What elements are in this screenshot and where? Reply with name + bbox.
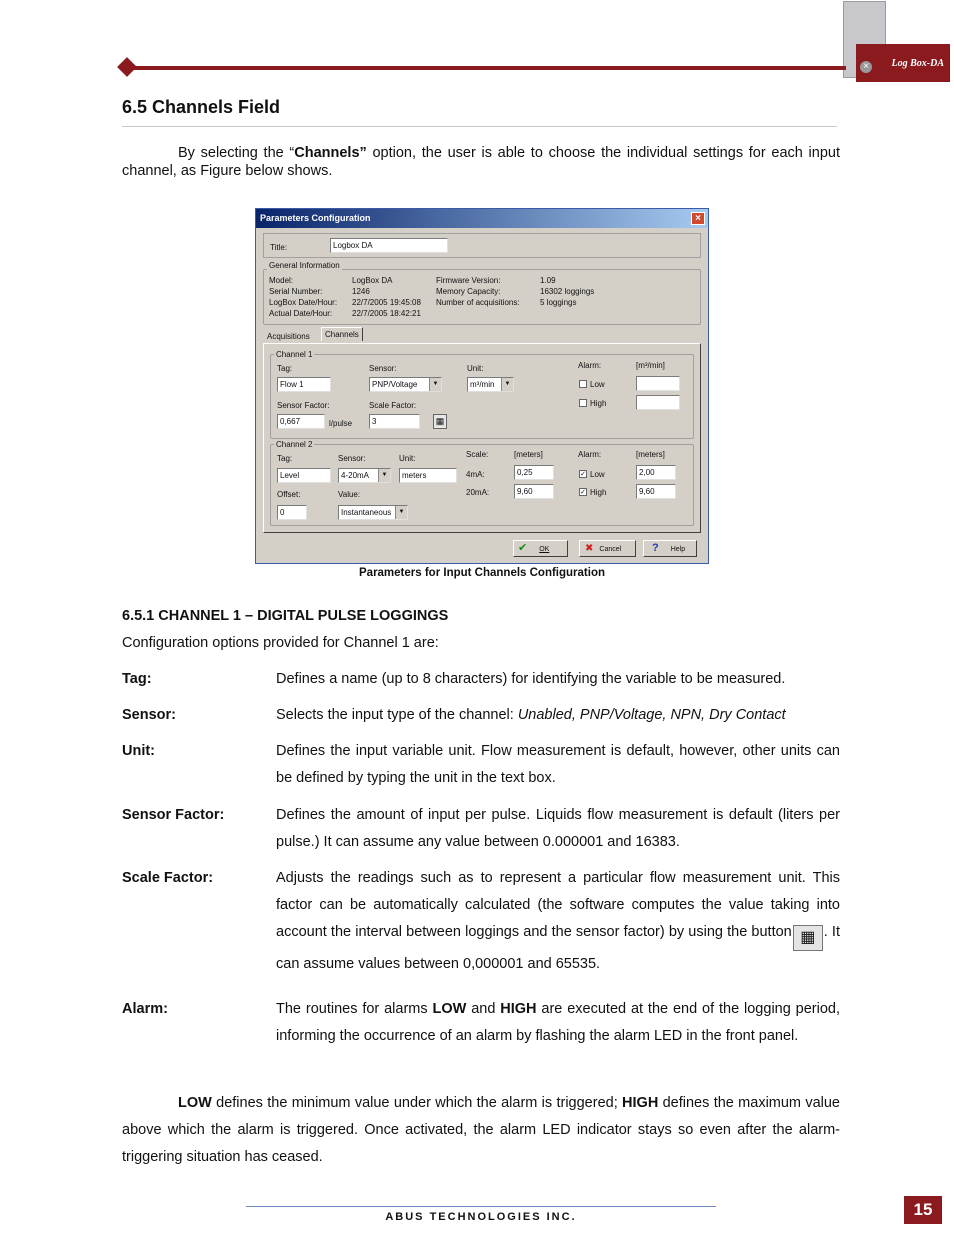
- ch1-alarm-label: Alarm:: [578, 361, 602, 370]
- ch2-20ma-input[interactable]: 9,60: [514, 484, 554, 499]
- ch2-unit-input[interactable]: meters: [399, 468, 457, 483]
- ch2-value-select[interactable]: Instantaneous ▼: [338, 505, 408, 520]
- help-button[interactable]: ? Help: [643, 540, 697, 557]
- logbox-date-value: 22/7/2005 19:45:08: [352, 298, 421, 307]
- firmware-label: Firmware Version:: [436, 276, 501, 285]
- subsection-title: 6.5.1 CHANNEL 1 – DIGITAL PULSE LOGGINGS: [122, 608, 449, 624]
- header-rule: [126, 66, 846, 70]
- acquisitions-value: 5 loggings: [540, 298, 577, 307]
- footer-company: ABUS TECHNOLOGIES INC.: [385, 1211, 577, 1223]
- def-text-alarm: The routines for alarms LOW and HIGH are executed at the end of the logging period, informing the occurrence of an alarm by flashing the alarm LED in the front panel.: [276, 1001, 840, 1044]
- ch1-unit-select[interactable]: m³/min ▼: [467, 377, 514, 392]
- channel2-title: Channel 2: [276, 440, 313, 449]
- ch1-low-checkbox[interactable]: [579, 380, 587, 388]
- ch1-low-input[interactable]: [636, 376, 680, 391]
- ch1-high-label: High: [590, 399, 607, 408]
- memory-value: 16302 loggings: [540, 287, 595, 296]
- title-group: [263, 233, 701, 258]
- ch1-scale-factor-input[interactable]: 3: [369, 414, 420, 429]
- header-close-icon: ×: [860, 61, 872, 73]
- ch2-low-input[interactable]: 2,00: [636, 465, 676, 480]
- ch2-unit-label: Unit:: [399, 454, 416, 463]
- def-term-unit: Unit:: [122, 743, 156, 759]
- ch2-offset-input[interactable]: 0: [277, 505, 307, 520]
- ok-button[interactable]: ✔ OK: [513, 540, 568, 557]
- check-icon: ✔: [518, 542, 528, 554]
- chevron-down-icon[interactable]: ▼: [429, 378, 441, 391]
- ch2-low-label: Low: [590, 470, 605, 479]
- ch1-sensor-factor-input[interactable]: 0,667: [277, 414, 325, 429]
- footer-rule: [246, 1206, 716, 1207]
- cancel-button[interactable]: ✖ Cancel: [579, 540, 636, 557]
- def-text-sensor: Selects the input type of the channel: Unabled, PNP/Voltage, NPN, Dry Contact: [276, 707, 786, 723]
- ch2-high-label: High: [590, 488, 607, 497]
- close-icon[interactable]: ×: [691, 212, 705, 225]
- chevron-down-icon[interactable]: ▼: [501, 378, 513, 391]
- logbox-date-label: LogBox Date/Hour:: [269, 298, 338, 307]
- def-term-sensor: Sensor:: [122, 707, 176, 723]
- ch1-tag-input[interactable]: Flow 1: [277, 377, 331, 392]
- ch1-sensor-select[interactable]: PNP/Voltage ▼: [369, 377, 442, 392]
- def-text-sensor-factor: Defines the amount of input per pulse. Liquids flow measurement is default (liters per pulse.) It can assume any value between 0.000001 and 16383.: [276, 807, 840, 850]
- closing-paragraph: LOW defines the minimum value under which the alarm is triggered; HIGH defines the maximum value above which the alarm is triggered. Once activated, the alarm LED indicator stays so even after the alarm-triggering situation has ceased.: [122, 1095, 840, 1165]
- chevron-down-icon[interactable]: ▼: [378, 469, 390, 482]
- def-text-scale-factor: Adjusts the readings such as to represent a particular flow measurement unit. This factor can be automatically calculated (the software computes the value taking into account the interval between loggings and the sensor factor) by using the button ▦ . It can assume values between 0,000001 and 65535.: [276, 870, 840, 972]
- calculator-icon[interactable]: ▦: [433, 414, 447, 429]
- ch2-4ma-input[interactable]: 0,25: [514, 465, 554, 480]
- ch1-scale-factor-label: Scale Factor:: [369, 401, 417, 410]
- ch2-scale-unit: [meters]: [514, 450, 543, 459]
- model-label: Model:: [269, 276, 294, 285]
- ch1-sensor-factor-unit: l/pulse: [329, 419, 353, 428]
- serial-value: 1246: [352, 287, 370, 296]
- ch2-high-input[interactable]: 9,60: [636, 484, 676, 499]
- chevron-down-icon[interactable]: ▼: [395, 506, 407, 519]
- ch1-unit-label: Unit:: [467, 364, 484, 373]
- model-value: LogBox DA: [352, 276, 393, 285]
- section-title: 6.5 Channels Field: [122, 97, 281, 117]
- ch2-tag-input[interactable]: Level: [277, 468, 331, 483]
- ch1-sensor-label: Sensor:: [369, 364, 397, 373]
- ch2-offset-label: Offset:: [277, 490, 301, 499]
- tab-channels[interactable]: Channels: [321, 327, 363, 341]
- ch2-tag-label: Tag:: [277, 454, 293, 463]
- ch2-sensor-select[interactable]: 4-20mA ▼: [338, 468, 391, 483]
- tab-acquisitions[interactable]: Acquisitions: [267, 332, 310, 341]
- ch1-low-label: Low: [590, 380, 605, 389]
- general-info-title: General Information: [269, 261, 340, 270]
- ch1-high-input[interactable]: [636, 395, 680, 410]
- calculator-icon: ▦: [793, 925, 823, 951]
- ch1-alarm-unit: [m³/min]: [636, 361, 665, 370]
- actual-date-value: 22/7/2005 18:42:21: [352, 309, 421, 318]
- def-text-unit: Defines the input variable unit. Flow measurement is default, however, other units can be defined by typing the unit in the text box.: [276, 743, 840, 786]
- ch2-value-label: Value:: [338, 490, 361, 499]
- cancel-icon: ✖: [585, 543, 594, 554]
- serial-label: Serial Number:: [269, 287, 323, 296]
- ch1-sensor-factor-label: Sensor Factor:: [277, 401, 330, 410]
- ch2-4ma-label: 4mA:: [466, 470, 485, 479]
- intro-paragraph: By selecting the “Channels” option, the user is able to choose the individual settings for each input channel, as Figure below shows.: [122, 145, 840, 179]
- channel1-title: Channel 1: [276, 350, 313, 359]
- ch2-scale-label: Scale:: [466, 450, 489, 459]
- dialog-titlebar: [256, 209, 708, 228]
- page-number: 15: [904, 1196, 942, 1224]
- ch2-low-checkbox[interactable]: ✓: [580, 471, 586, 478]
- ch2-20ma-label: 20mA:: [466, 488, 490, 497]
- def-term-tag: Tag:: [122, 671, 152, 687]
- parameters-dialog: [255, 208, 709, 564]
- title-label: Title:: [270, 243, 288, 252]
- def-text-tag: Defines a name (up to 8 characters) for identifying the variable to be measured.: [276, 671, 786, 687]
- section-rule: [122, 126, 837, 127]
- figure-caption: Parameters for Input Channels Configuration: [359, 567, 605, 579]
- product-label: Log Box-DA: [856, 44, 950, 82]
- actual-date-label: Actual Date/Hour:: [269, 309, 333, 318]
- memory-label: Memory Capacity:: [436, 287, 501, 296]
- acquisitions-label: Number of acquisitions:: [436, 298, 520, 307]
- ch2-alarm-unit: [meters]: [636, 450, 665, 459]
- ch2-high-checkbox[interactable]: ✓: [580, 489, 586, 496]
- subsection-intro: Configuration options provided for Channel 1 are:: [122, 635, 439, 651]
- def-term-alarm: Alarm:: [122, 1001, 168, 1017]
- firmware-value: 1.09: [540, 276, 556, 285]
- title-input[interactable]: Logbox DA: [330, 238, 448, 253]
- ch1-high-checkbox[interactable]: [579, 399, 587, 407]
- dialog-title: Parameters Configuration: [260, 213, 371, 223]
- def-term-scale-factor: Scale Factor:: [122, 870, 214, 886]
- header-diamond-icon: [117, 57, 137, 77]
- def-term-sensor-factor: Sensor Factor:: [122, 807, 225, 823]
- help-icon: ?: [652, 542, 659, 554]
- ch2-sensor-label: Sensor:: [338, 454, 366, 463]
- ch2-alarm-label: Alarm:: [578, 450, 602, 459]
- ch1-tag-label: Tag:: [277, 364, 293, 373]
